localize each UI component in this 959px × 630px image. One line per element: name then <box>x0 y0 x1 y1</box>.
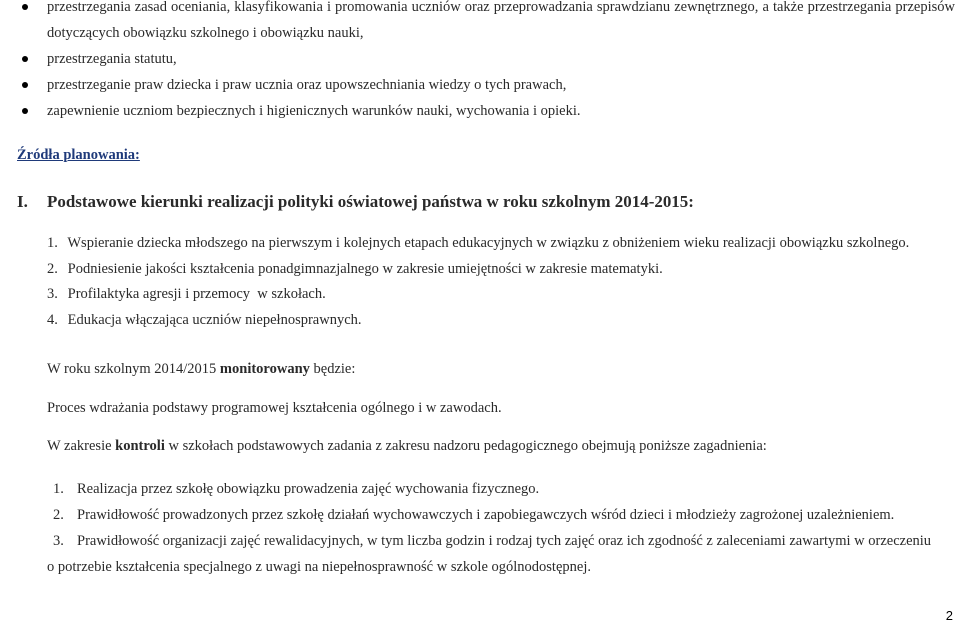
item-number: 3. <box>47 286 58 302</box>
bullet-list <box>0 0 959 124</box>
bullet-icon <box>22 82 28 88</box>
list-item <box>0 72 959 98</box>
list-item <box>47 231 947 257</box>
bullet-text: przestrzeganie praw dziecka i praw ucznia oraz upowszechniania wiedzy o tych prawach, <box>47 77 567 93</box>
item-text: Wspieranie dziecka młodszego na pierwszym i kolejnych etapach edukacyjnych w związku z obniżeniem wieku realizacji obowiązku szkolnego. <box>67 235 910 251</box>
item-text: Prawidłowość organizacji zajęć rewalidacyjnych, w tym liczba godzin i rodzaj tych zajęć oraz ich zgodność z zaleceniami zawartymi w orzeczeniu <box>77 533 932 549</box>
monitoring-item: Proces wdrażania podstawy programowej kształcenia ogólnego i w zawodach. <box>47 400 502 416</box>
control-paragraph <box>47 438 767 455</box>
item-number: 4. <box>47 311 58 328</box>
list-item <box>47 528 957 580</box>
monitoring-suffix: będzie: <box>309 361 356 377</box>
sources-heading: Źródła planowania: <box>17 147 140 163</box>
monitoring-bold: monitorowany <box>219 361 310 377</box>
bullet-text: przestrzegania statutu, <box>47 51 177 67</box>
item-text: Realizacja przez szkołę obowiązku prowadzenia zajęć wychowania fizycznego. <box>77 481 540 497</box>
list-item <box>0 46 959 72</box>
item-text: Prawidłowość prowadzonych przez szkołę działań wychowawczych i zapobiegawczych wśród dzieci i młodzieży zagrożonej uzależnieniem. <box>77 507 895 523</box>
list-item <box>0 98 959 124</box>
section-heading <box>17 192 694 212</box>
list-item <box>47 502 957 528</box>
item-number: 3. <box>53 533 64 549</box>
bullet-icon <box>22 108 28 114</box>
list-item <box>0 0 959 46</box>
bullet-icon <box>22 56 28 62</box>
monitoring-paragraph <box>47 361 355 378</box>
control-bold: kontroli <box>115 438 165 454</box>
control-prefix: W zakresie <box>47 438 116 454</box>
control-suffix: w szkołach podstawowych zadania z zakresu nadzoru pedagogicznego obejmują poniższe zagadnienia: <box>164 438 767 454</box>
bullet-text: przestrzegania zasad oceniania, klasyfikowania i promowania uczniów oraz przeprowadzania sprawdzianu zewnętrznego, a także przestrzegania przepisów dotyczących obowiązku szkolnego i obowiązku nauki, <box>47 0 955 41</box>
bullet-icon <box>22 4 28 10</box>
monitoring-prefix: W roku szkolnym 2014/2015 <box>47 361 220 377</box>
section-title: Podstawowe kierunki realizacji polityki oświatowej państwa w roku szkolnym 2014-2015: <box>47 192 694 211</box>
control-list <box>47 476 957 580</box>
section-number: I. <box>17 192 28 211</box>
list-item <box>47 282 947 308</box>
item-text: Edukacja włączająca uczniów niepełnosprawnych. <box>67 311 362 328</box>
page-number: 2 <box>945 608 953 623</box>
item-text: Profilaktyka agresji i przemocy w szkołach. <box>67 286 326 302</box>
list-item <box>47 257 947 283</box>
item-number: 2. <box>47 260 58 277</box>
item-number: 1. <box>53 481 64 497</box>
item-text: Podniesienie jakości kształcenia ponadgimnazjalnego w zakresie umiejętności w zakresie matematyki. <box>67 260 663 277</box>
bullet-text: zapewnienie uczniom bezpiecznych i higienicznych warunków nauki, wychowania i opieki. <box>47 103 581 119</box>
directions-list <box>47 231 947 333</box>
item-number: 2. <box>53 507 64 523</box>
item-number: 1. <box>47 235 58 251</box>
item-text-continuation: o potrzebie kształcenia specjalnego z uwagi na niepełnosprawność w szkole ogólnodostępnej. <box>47 559 591 575</box>
list-item <box>47 308 947 334</box>
list-item <box>47 476 957 502</box>
